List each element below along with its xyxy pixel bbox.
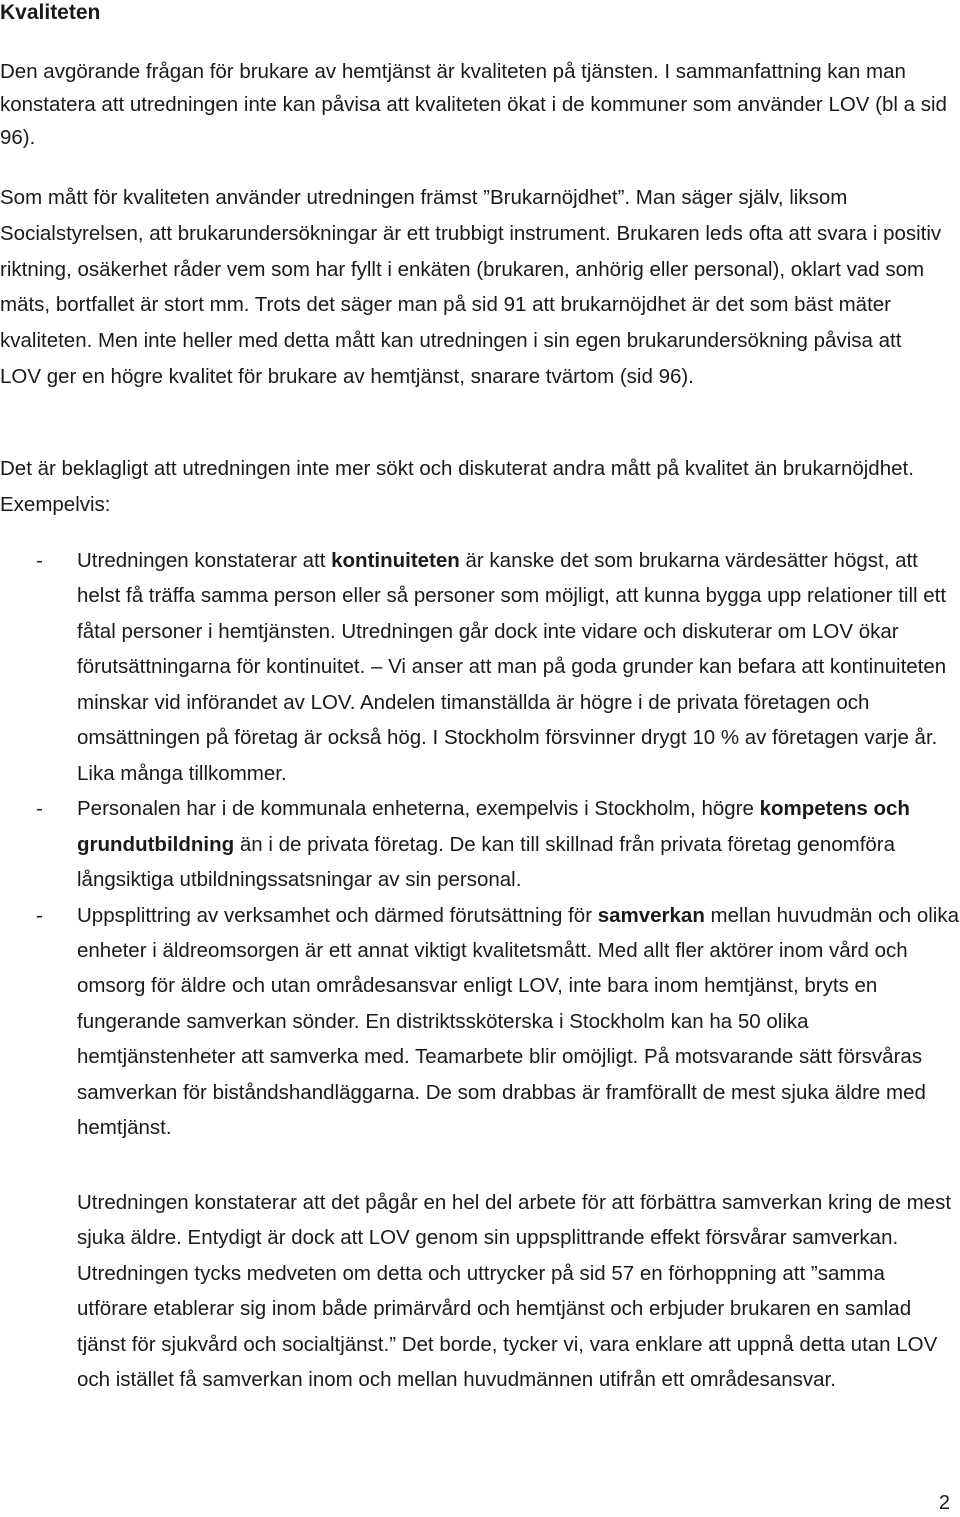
paragraph-examples-intro: Det är beklagligt att utredningen inte mer sökt och diskuterat andra mått på kvalitet än brukarnöjdhet. Exempelvis: [0, 457, 914, 516]
list-item-text: Uppsplittring av verksamhet och därmed förutsättning för [77, 903, 598, 927]
list-item-keyword: samverkan [597, 903, 705, 927]
list-item-text: mellan huvudmän och olika enheter i äldreomsorgen är ett annat viktigt kvalitetsmått. Med allt fler aktörer inom vård och omsorg för äldre och utan områdesansvar enligt LOV, inte bara inom hemtjänst, bryts en fungerande samverkan sönder. En distriktssköterska i Stockholm kan ha 50 olika hemtjänstenheter att samverka med. Teamarbete blir omöjligt. På motsvarande sätt försvåras samverkan för biståndshandläggarna. De som drabbas är framförallt de mest sjuka äldre med hemtjänst. [77, 903, 959, 1140]
section-heading: Kvaliteten [0, 1, 101, 24]
paragraph-intro: Den avgörande frågan för brukare av hemtjänst är kvaliteten på tjänsten. I sammanfattning kan man konstatera att utredningen inte kan påvisa att kvaliteten ökat i de kommuner som använder LOV (bl a sid 96). [0, 60, 947, 149]
bullet-dash: - [36, 549, 43, 572]
list-item-kontinuitet [0, 543, 960, 791]
list-item-text: än i de privata företag. De kan till skillnad från privata företag genomföra långsiktiga utbildningssatsningar av sin personal. [77, 832, 896, 892]
paragraph-samverkan-continued: Utredningen konstaterar att det pågår en hel del arbete för att förbättra samverkan kring de mest sjuka äldre. Entydigt är dock att LOV genom sin uppsplittrande effekt försvårar samverkan. Utredningen tycks medveten om detta och uttrycker på sid 57 en förhoppning att ”samma utförare etablerar sig inom både primärvård och hemtjänst och erbjuder brukaren en samlad tjänst för sjukvård och socialtjänst.” Det borde, tycker vi, vara enklare att uppnå detta utan LOV och istället få samverkan inom och mellan huvudmännen utifrån ett områdesansvar. [77, 1191, 952, 1392]
bullet-dash: - [36, 903, 43, 927]
list-item-samverkan [0, 898, 960, 1146]
list-item-text: är kanske det som brukarna värdesätter högst, att helst få träffa samma person eller så personer som möjligt, att kunna bygga upp relationer till ett fåtal personer i hemtjänsten. Utredningen går dock inte vidare och diskuterar om LOV ökar förutsättningarna för kontinuitet. – Vi anser att man på goda grunder kan befara att kontinuiteten minskar vid införandet av LOV. Andelen timanställda är högre i de privata företagen och omsättningen på företag är också hög. I Stockholm försvinner drygt 10 % av företagen varje år. Lika många tillkommer. [77, 549, 947, 785]
list-item-text: Utredningen konstaterar att [77, 549, 332, 572]
list-item-keyword: kompetens och grundutbildning [77, 797, 910, 856]
quality-measures-list [0, 543, 960, 1146]
page-number: 2 [938, 1492, 950, 1514]
bullet-dash: - [36, 797, 43, 821]
list-item-kompetens [0, 791, 960, 897]
list-item-keyword: kontinuiteten [331, 549, 460, 572]
list-item-text: Personalen har i de kommunala enheterna, exempelvis i Stockholm, högre [77, 797, 760, 821]
paragraph-brukarnojdhet: Som mått för kvaliteten använder utredningen främst ”Brukarnöjdhet”. Man säger själv, liksom Socialstyrelsen, att brukarundersökningar är ett trubbigt instrument. Brukaren leds ofta att svara i positiv riktning, osäkerhet råder vem som har fyllt i enkäten (brukaren, anhörig eller personal), oklart vad som mäts, bortfallet är stort mm. Trots det säger man på sid 91 att brukarnöjdhet är det som bäst mäter kvaliteten. Men inte heller med detta mått kan utredningen i sin egen brukarundersökning påvisa att LOV ger en högre kvalitet för brukare av hemtjänst, snarare tvärtom (sid 96). [0, 186, 942, 388]
